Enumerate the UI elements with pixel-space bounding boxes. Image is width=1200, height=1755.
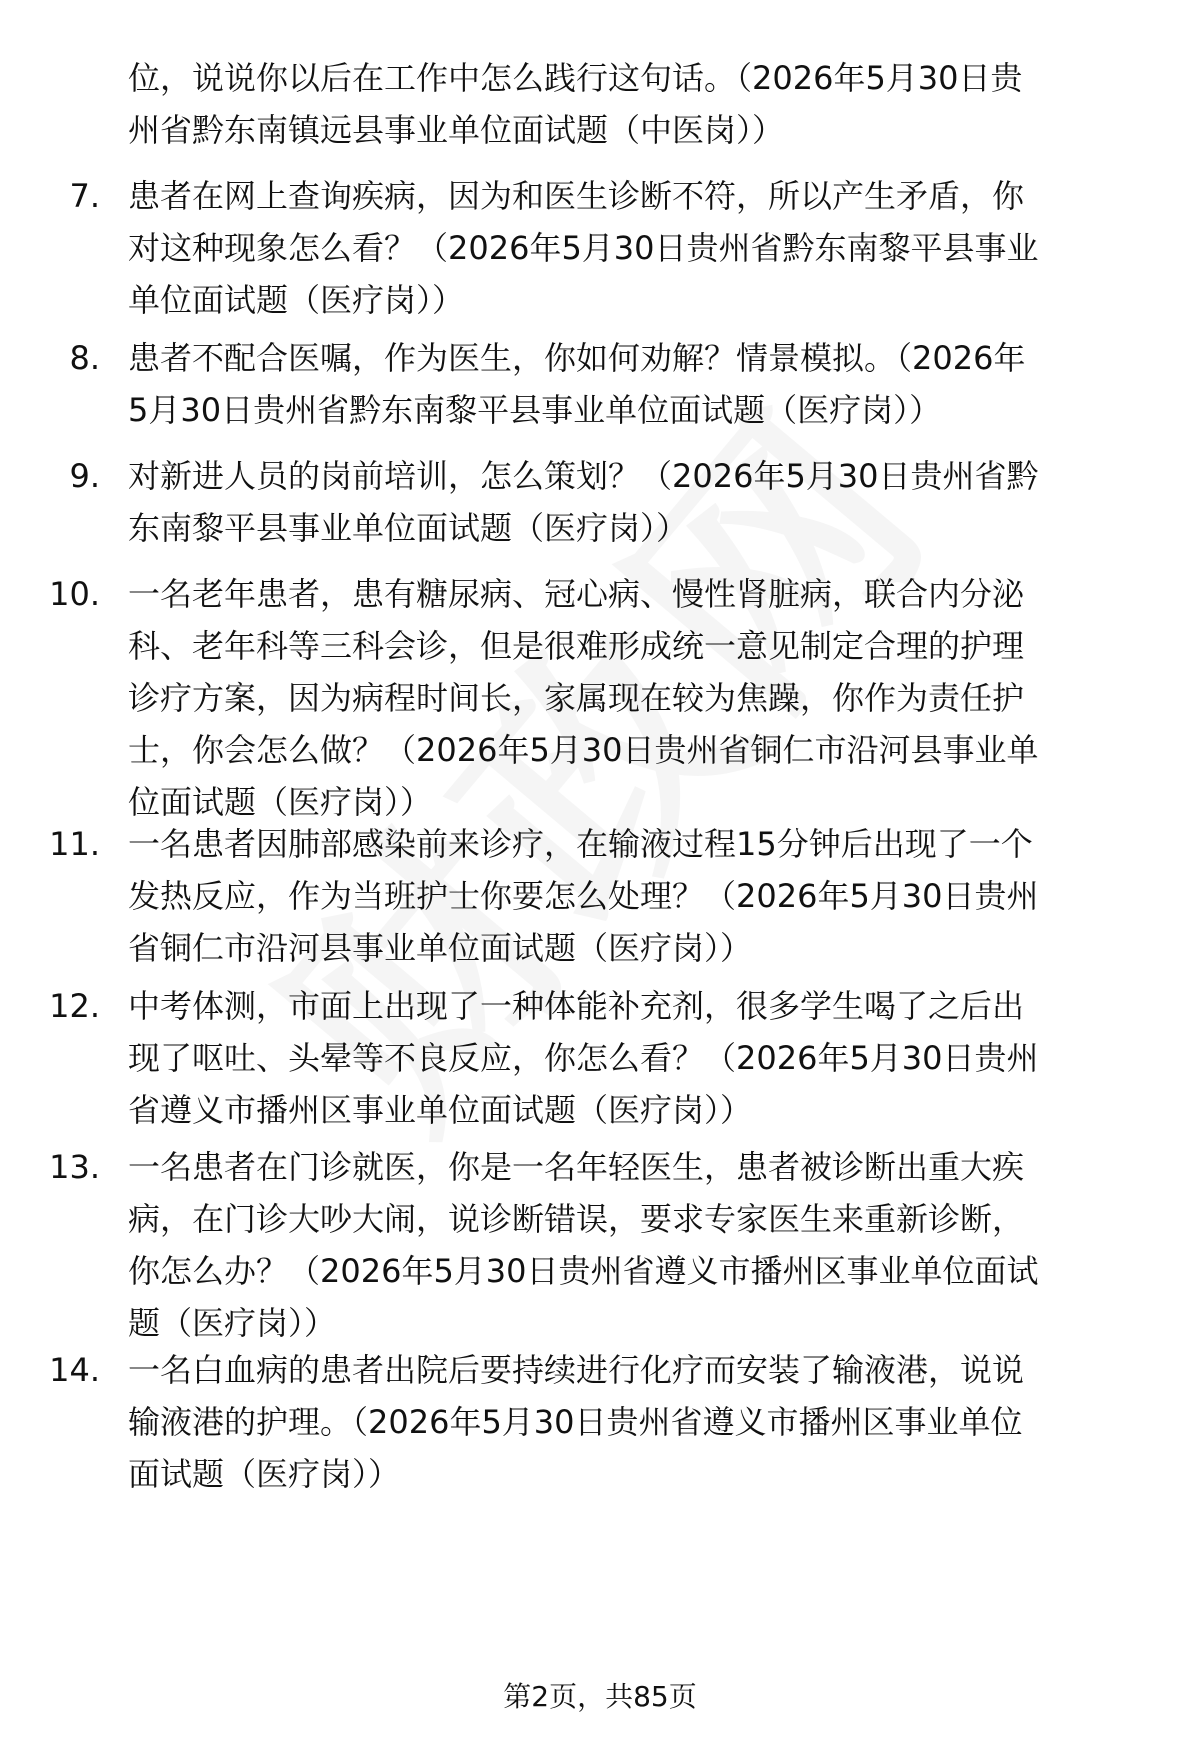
page-footer: 第2页，共85页	[503, 1680, 697, 1713]
item-text: 一名患者因肺部感染前来诊疗，在输液过程15分钟后出现了一个 发热反应，作为当班护士你要怎么处理？（2026年5月30日贵州 省铜仁市沿河县事业单位面试题（医疗岗））	[128, 825, 1039, 967]
item-text: 中考体测，市面上出现了一种体能补充剂，很多学生喝了之后出 现了呕吐、头晕等不良反应，你怎么看？（2026年5月30日贵州 省遵义市播州区事业单位面试题（医疗岗））	[128, 987, 1039, 1129]
item-number: 10.	[49, 575, 100, 613]
item-number: 11.	[49, 825, 100, 863]
item-number: 8.	[69, 339, 100, 377]
item-text: 患者不配合医嘱，作为医生，你如何劝解？情景模拟。（2026年 5月30日贵州省黔东南黎平县事业单位面试题（医疗岗））	[128, 339, 1026, 429]
item-text: 患者在网上查询疾病，因为和医生诊断不符，所以产生矛盾，你 对这种现象怎么看？（2026年5月30日贵州省黔东南黎平县事业 单位面试题（医疗岗））	[128, 177, 1039, 319]
item-number: 12.	[49, 987, 100, 1025]
item-text: 对新进人员的岗前培训，怎么策划？（2026年5月30日贵州省黔 东南黎平县事业单位面试题（医疗岗））	[128, 457, 1039, 547]
item-text: 位，说说你以后在工作中怎么践行这句话。（2026年5月30日贵 州省黔东南镇远县事业单位面试题（中医岗））	[128, 59, 1023, 149]
item-text: 一名患者在门诊就医，你是一名年轻医生，患者被诊断出重大疾 病，在门诊大吵大闹，说诊断错误，要求专家医生来重新诊断， 你怎么办？（2026年5月30日贵州省遵义市播州区事业单位面试 题（医疗岗））	[128, 1148, 1039, 1342]
item-number: 9.	[69, 457, 100, 495]
item-text: 一名老年患者，患有糖尿病、冠心病、慢性肾脏病，联合内分泌 科、老年科等三科会诊，但是很难形成统一意见制定合理的护理 诊疗方案，因为病程时间长，家属现在较为焦躁，你作为责任护 士，你会怎么做？（2026年5月30日贵州省铜仁市沿河县事业单 位面试题（医疗岗））	[128, 575, 1039, 821]
item-number: 14.	[49, 1351, 100, 1389]
item-number: 7.	[69, 177, 100, 215]
item-number: 13.	[49, 1148, 100, 1186]
item-text: 一名白血病的患者出院后要持续进行化疗而安装了输液港，说说 输液港的护理。（2026年5月30日贵州省遵义市播州区事业单位 面试题（医疗岗））	[128, 1351, 1025, 1493]
